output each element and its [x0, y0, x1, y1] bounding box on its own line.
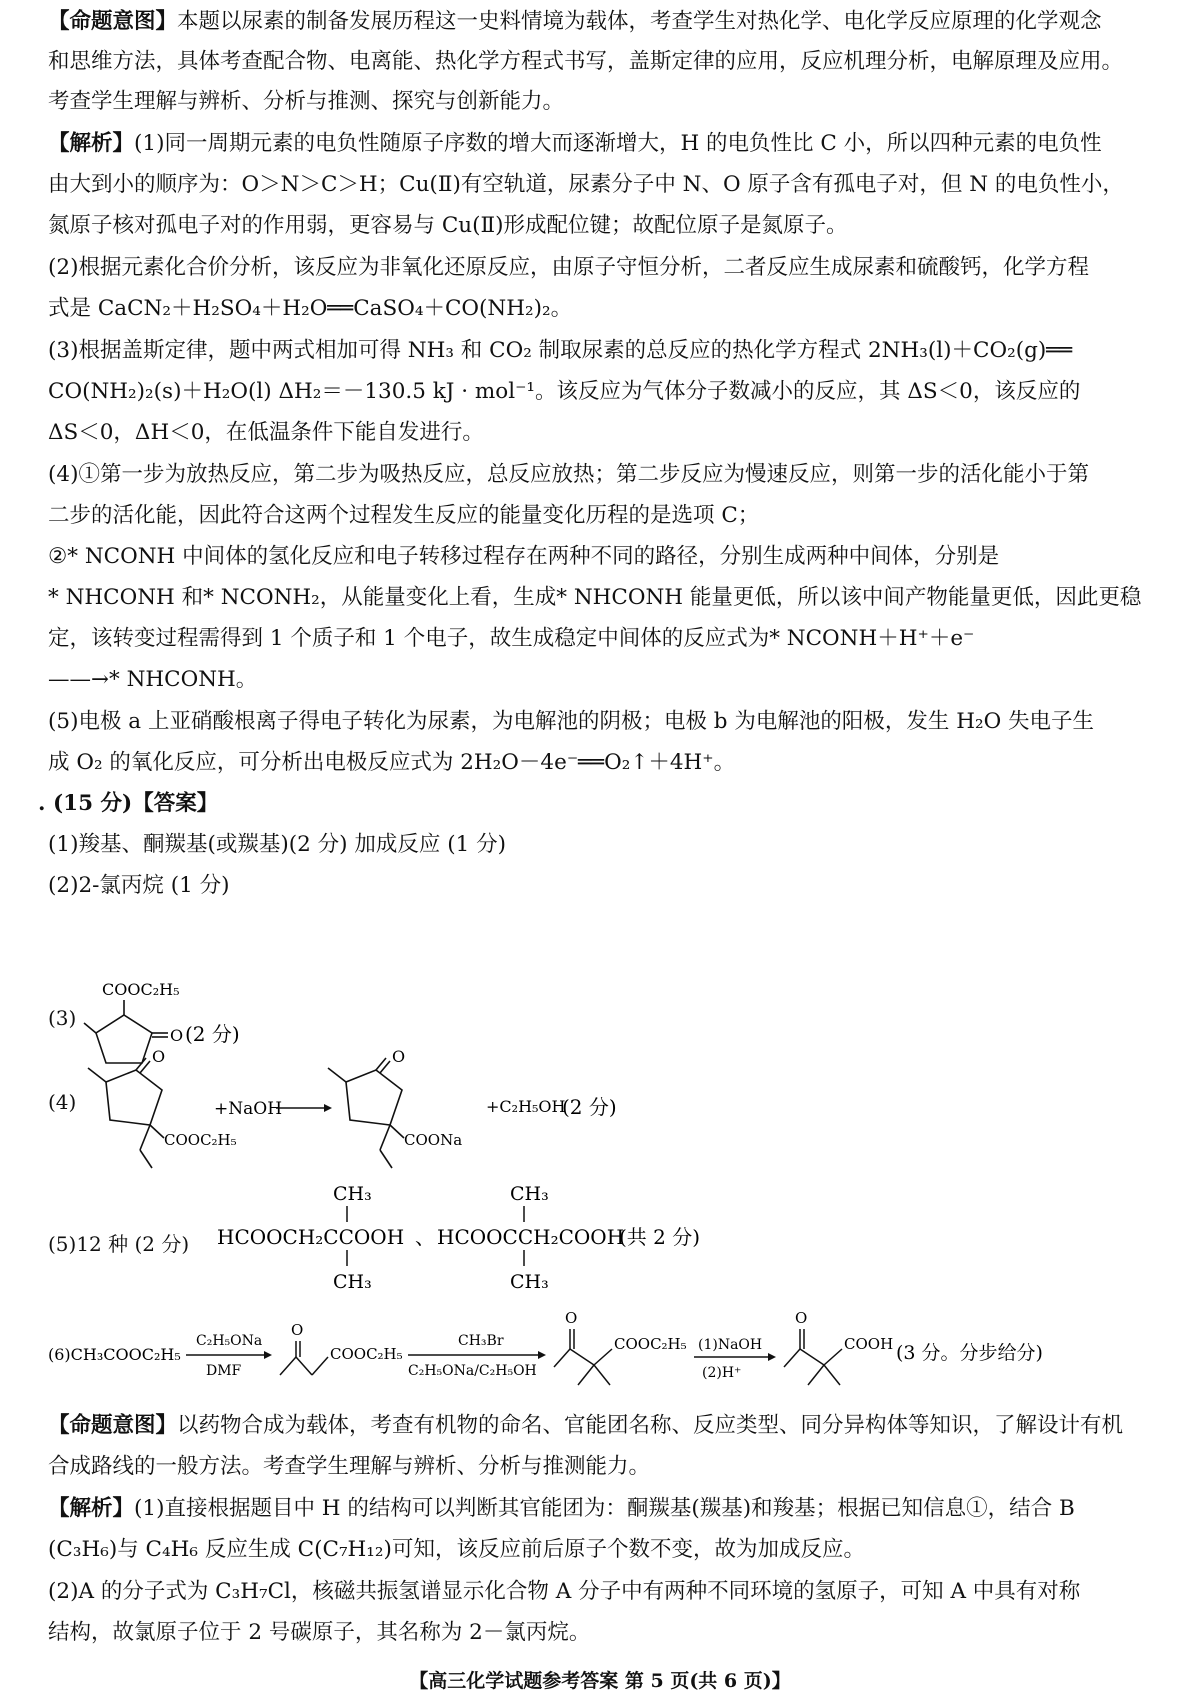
paragraph-3-line-2: CO(NH₂)₂(s)＋H₂O(l) ΔH₂＝－130.5 kJ · mol⁻¹。该反应为气体分子数减小的反应，其 ΔS＜0，该反应的 — [48, 379, 1081, 404]
ester-label: COOC₂H₅ — [330, 1345, 403, 1363]
analysis2-line-4: 结构，故氯原子位于 2 号碳原子，其名称为 2－氯丙烷。 — [48, 1620, 591, 1645]
paragraph-4-line-4: * NHCONH 和* NCONH₂，从能量变化上看，生成* NHCONH 能量更低，所以该中间产物能量更低，因此更稳 — [48, 585, 1142, 610]
paragraph-3-line-3: ΔS＜0，ΔH＜0，在低温条件下能自发进行。 — [48, 420, 484, 445]
answer-3-label: (3) — [48, 1006, 77, 1030]
cyclopentanone-ring — [346, 1070, 402, 1125]
intent2-line-1: 【命题意图】以药物合成为载体，考查有机物的命名、官能团名称、反应类型、同分异构体等知识，了解设计有机 — [48, 1413, 1124, 1438]
salt-label: COONa — [404, 1131, 463, 1149]
chain-bond — [800, 1349, 824, 1365]
answer-2: (2)2-氯丙烷 (1 分) — [48, 873, 230, 898]
paragraph-2-line-1: (2)根据元素化合价分析，该反应为非氧化还原反应，由原子守恒分析，二者反应生成尿素和硫酸钙，化学方程 — [48, 255, 1089, 280]
methyl-bond — [88, 1068, 106, 1082]
isomer-2: HCOOCCH₂COOH — [437, 1225, 625, 1249]
oxygen-label: O — [565, 1309, 578, 1327]
reagent-2-bottom: C₂H₅ONa/C₂H₅OH — [408, 1363, 537, 1379]
intent-line-3: 考查学生理解与辨析、分析与推测、探究与创新能力。 — [48, 89, 565, 114]
acid-bond — [824, 1349, 842, 1365]
analysis-tag: 【解析】 — [48, 131, 135, 156]
answer-4-label: (4) — [48, 1090, 77, 1114]
analysis2-line-3: (2)A 的分子式为 C₃H₇Cl，核磁共振氢谱显示化合物 A 分子中有两种不同环境的氢原子，可知 A 中具有对称 — [48, 1579, 1081, 1604]
answer-6-route — [46, 1305, 1156, 1400]
intent-tag-2: 【命题意图】 — [48, 1413, 178, 1438]
chain-bond — [280, 1357, 296, 1375]
answer-6-score: (3 分。分步给分) — [896, 1342, 1043, 1364]
ethyl-bond-1 — [140, 1125, 150, 1150]
paragraph-4-line-2: 二步的活化能，因此符合这两个过程发生反应的能量变化历程的是选项 C； — [48, 503, 760, 528]
arrow-2-head — [538, 1351, 546, 1359]
ester-label: COOC₂H₅ — [102, 980, 180, 999]
chain-bond — [312, 1357, 328, 1375]
separator: 、 — [415, 1225, 435, 1249]
paragraph-4-line-5: 定，该转变过程需得到 1 个质子和 1 个电子，故生成稳定中间体的反应式为* NCONH＋H⁺＋e⁻ — [48, 626, 975, 651]
analysis-line-2: 由大到小的顺序为：O＞N＞C＞H；Cu(Ⅱ)有空轨道，尿素分子中 N、O 原子含有孤电子对，但 N 的电负性小， — [48, 172, 1124, 197]
reagent-1-bottom: DMF — [206, 1363, 242, 1379]
ester-label: COOC₂H₅ — [614, 1335, 687, 1353]
reagent-1-top: C₂H₅ONa — [196, 1333, 263, 1349]
paragraph-4-line-3: ②* NCONH 中间体的氢化反应和电子转移过程存在两种不同的路径，分别生成两种中间体，分别是 — [48, 544, 1000, 569]
answer-3-score: (2 分) — [185, 1022, 240, 1046]
paragraph-4-line-6: ——→* NHCONH。 — [48, 667, 258, 692]
arrow-head — [324, 1104, 332, 1112]
chain-bond — [296, 1357, 312, 1375]
naoh-reagent: +NaOH — [214, 1099, 283, 1119]
oxygen-label: O — [170, 1026, 184, 1045]
methyl-top-1: CH₃ — [333, 1183, 372, 1205]
oxygen-label: O — [152, 1050, 166, 1066]
intent2-line-2: 合成路线的一般方法。考查学生理解与辨析、分析与推测能力。 — [48, 1454, 651, 1479]
paragraph-4-line-1: (4)①第一步为放热反应，第二步为吸热反应，总反应放热；第二步反应为慢速反应，则第一步的活化能小于第 — [48, 462, 1089, 487]
isomer-1: HCOOCH₂CCOOH — [217, 1225, 405, 1249]
arrow-3-head — [768, 1353, 776, 1361]
intent-tag: 【命题意图】 — [48, 9, 178, 34]
analysis-tag-2: 【解析】 — [48, 1496, 135, 1521]
answer-4-score: (2 分) — [562, 1095, 617, 1119]
answer-5-score: (共 2 分) — [619, 1225, 701, 1249]
salt-bond — [390, 1125, 404, 1138]
paragraph-5-line-2: 成 O₂ 的氧化反应，可分析出电极反应式为 2H₂O－4e⁻══O₂↑＋4H⁺。 — [48, 750, 736, 775]
methyl-bottom-2: CH₃ — [510, 1271, 549, 1293]
reagent-2-top: CH₃Br — [458, 1333, 504, 1349]
ethyl-bond-2 — [140, 1150, 152, 1168]
paragraph-5-line-1: (5)电极 a 上亚硝酸根离子得电子转化为尿素，为电解池的阴极；电极 b 为电解池的阳极，发生 H₂O 失电子生 — [48, 709, 1095, 734]
chain-bond — [570, 1349, 594, 1365]
reagent-3-bottom: (2)H⁺ — [702, 1365, 742, 1381]
answer-4-product — [328, 1050, 462, 1168]
acid-label: COOH — [844, 1335, 894, 1353]
methyl-top-2: CH₃ — [510, 1183, 549, 1205]
analysis2-line-1: 【解析】(1)直接根据题目中 H 的结构可以判断其官能团为：酮羰基(羰基)和羧基；根据已知信息①，结合 B — [48, 1496, 1075, 1521]
paragraph-3-line-1: (3)根据盖斯定律，题中两式相加可得 NH₃ 和 CO₂ 制取尿素的总反应的热化学方程式 2NH₃(l)＋CO₂(g)══ — [48, 338, 1073, 363]
analysis-line-1: 【解析】(1)同一周期元素的电负性随原子序数的增大而逐渐增大，H 的电负性比 C 小，所以四种元素的电负性 — [48, 131, 1102, 156]
ester-bond — [594, 1349, 612, 1365]
answer-5-label: (5)12 种 (2 分) — [48, 1232, 190, 1256]
chain-bond — [554, 1349, 570, 1367]
ethanol-product: +C₂H₅OH — [486, 1097, 566, 1116]
analysis-line-3: 氮原子核对孤电子对的作用弱，更容易与 Cu(Ⅱ)形成配位键；故配位原子是氮原子。 — [48, 213, 848, 238]
oxygen-label: O — [795, 1309, 808, 1327]
analysis2-line-2: (C₃H₆)与 C₄H₆ 反应生成 C(C₇H₁₂)可知，该反应前后原子个数不变，故为加成反应。 — [48, 1537, 865, 1562]
cyclopentanone-ring — [106, 1070, 162, 1125]
ethyl-bond-1 — [380, 1125, 390, 1150]
chain-bond — [784, 1349, 800, 1367]
reagent-3-top: (1)NaOH — [698, 1337, 763, 1353]
arrow-1-head — [264, 1351, 272, 1359]
methyl-bond — [578, 1365, 594, 1385]
intent-line-1: 【命题意图】本题以尿素的制备发展历程这一史料情境为载体，考查学生对热化学、电化学反应原理的化学观念 — [48, 9, 1102, 34]
ester-label: COOC₂H₅ — [164, 1131, 237, 1149]
answer-1: (1)羧基、酮羰基(或羰基)(2 分) 加成反应 (1 分) — [48, 832, 506, 857]
oxygen-label: O — [291, 1321, 304, 1339]
methyl-bond — [328, 1068, 346, 1082]
oxygen-label: O — [392, 1050, 406, 1066]
methyl-bottom-1: CH₃ — [333, 1271, 372, 1293]
methyl-bond — [808, 1365, 824, 1385]
ester-bond — [150, 1125, 164, 1138]
methyl-bond — [84, 1023, 96, 1033]
intent-line-2: 和思维方法，具体考查配合物、电离能、热化学方程式书写，盖斯定律的应用，反应机理分析，电解原理及应用。 — [48, 49, 1124, 74]
page-footer: 【高三化学试题参考答案 第 5 页(共 6 页)】 — [409, 1670, 791, 1692]
question-header: . (15 分)【答案】 — [38, 791, 219, 816]
methyl-bond — [594, 1365, 610, 1385]
ethyl-bond-2 — [380, 1150, 392, 1168]
answer-4-reactant — [80, 1050, 640, 1180]
methyl-bond — [824, 1365, 840, 1385]
starting-material: (6)CH₃COOC₂H₅ — [48, 1345, 181, 1364]
answer-5-structures — [215, 1180, 795, 1300]
paragraph-2-equation: 式是 CaCN₂＋H₂SO₄＋H₂O══CaSO₄＋CO(NH₂)₂。 — [48, 296, 573, 321]
